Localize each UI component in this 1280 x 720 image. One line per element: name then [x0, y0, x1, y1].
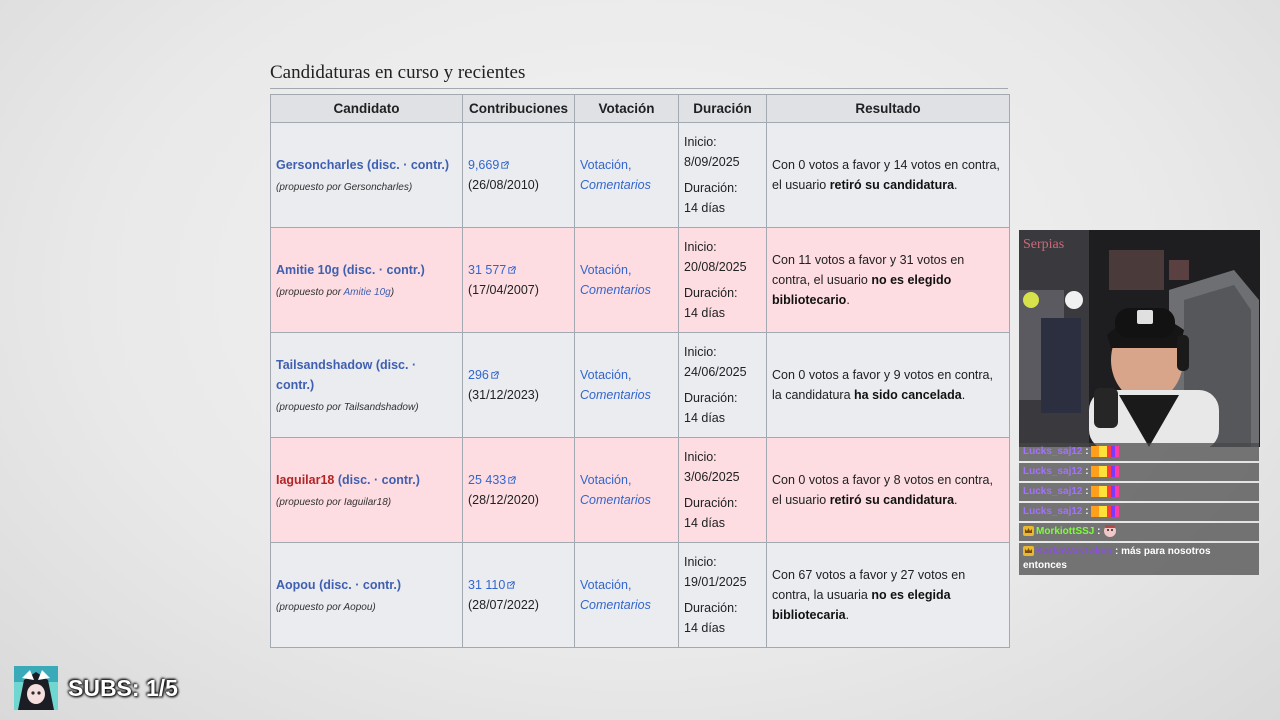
comments-link[interactable]: Comentarios: [580, 598, 651, 612]
vote-link[interactable]: Votación,: [580, 158, 632, 172]
candidate-paren: (: [367, 158, 372, 172]
header-votacion[interactable]: Votación: [575, 95, 679, 123]
candidate-link[interactable]: Iaguilar18: [276, 473, 335, 487]
separator-dot: ·: [374, 473, 379, 487]
webcam-feed: [1019, 230, 1260, 447]
crown-badge-icon: [1023, 526, 1034, 536]
result-outcome: no es elegido bibliotecario: [772, 273, 952, 307]
header-contribuciones[interactable]: Contribuciones: [463, 95, 575, 123]
proposer-name[interactable]: Gersoncharles: [343, 182, 409, 193]
result-cell: [767, 123, 1010, 228]
result-end: .: [846, 293, 850, 307]
disc-link[interactable]: disc.: [323, 578, 352, 592]
chat-sep: :: [1114, 546, 1119, 557]
proposed-by: (propuesto por Iaguilar18): [276, 497, 392, 508]
disc-link[interactable]: disc.: [342, 473, 371, 487]
section-heading: Candidaturas en curso y recientes: [270, 62, 1008, 89]
candidate-cell: [271, 438, 463, 543]
table-row: [271, 333, 1010, 438]
duration-cell: [679, 123, 767, 228]
external-link-icon: [501, 161, 509, 169]
subs-count-text: SUBS: 1/5: [68, 674, 178, 701]
contributions-cell: [463, 333, 575, 438]
proposer-name[interactable]: Tailsandshadow: [343, 402, 416, 413]
contr-link[interactable]: contr.: [362, 578, 397, 592]
proposed-prefix: propuesto por: [279, 182, 342, 193]
crown-badge-icon: [1023, 546, 1034, 556]
vote-cell: [575, 333, 679, 438]
contr-link[interactable]: contr.: [410, 158, 445, 172]
table-row: [271, 438, 1010, 543]
chat-message: [1019, 463, 1259, 481]
chat-username[interactable]: Lucks_saj12: [1023, 486, 1083, 497]
candidate-paren-close: ): [396, 578, 402, 592]
result-end: .: [954, 493, 958, 507]
candidate-paren-close: ): [420, 263, 425, 277]
vote-link[interactable]: Votación,: [580, 578, 632, 592]
candidate-cell: [271, 123, 463, 228]
external-link-icon: [507, 581, 515, 589]
chat-username[interactable]: MorkiottSSJ: [1036, 526, 1095, 537]
contributions-cell: [463, 438, 575, 543]
candidate-paren: (: [319, 578, 324, 592]
proposer-name[interactable]: Amitie 10g: [343, 287, 391, 298]
start-date: 8/09/2025: [684, 155, 740, 169]
contr-link[interactable]: contr.: [386, 263, 421, 277]
external-link-icon: [508, 266, 516, 274]
contr-link[interactable]: contr.: [381, 473, 416, 487]
table-row: [271, 228, 1010, 333]
chat-sep: :: [1085, 506, 1089, 517]
contributions-cell: [463, 543, 575, 648]
proposed-by: (propuesto por Aopou): [276, 602, 376, 613]
table-header-row: [271, 95, 1010, 123]
duration-cell: [679, 333, 767, 438]
duration-label: Duración:: [684, 601, 738, 615]
duration-label: Duración:: [684, 391, 738, 405]
proposed-prefix: propuesto por: [279, 602, 342, 613]
wall-sign: Serpias: [1023, 237, 1065, 252]
vote-link[interactable]: Votación,: [580, 263, 632, 277]
result-outcome: retiró su candidatura: [829, 178, 955, 192]
duration-value: 14 días: [684, 306, 726, 320]
subs-counter: [14, 666, 178, 710]
chat-username[interactable]: Lucks_saj12: [1023, 506, 1083, 517]
duration-label: Duración:: [684, 286, 738, 300]
start-label: Inicio:: [684, 135, 717, 149]
contributions-link[interactable]: 296: [468, 368, 489, 382]
proposed-prefix: propuesto por: [279, 287, 342, 298]
emote-icon: [1103, 525, 1117, 537]
result-end: .: [954, 178, 958, 192]
result-cell: [767, 333, 1010, 438]
subs-avatar-icon: [14, 666, 58, 710]
candidate-paren: (: [375, 358, 380, 372]
candidate-paren: (: [342, 263, 347, 277]
header-resultado[interactable]: Resultado: [767, 95, 1010, 123]
chat-message: [1019, 523, 1259, 541]
result-cell: [767, 228, 1010, 333]
emote-icon: [1091, 466, 1119, 477]
start-date: 20/08/2025: [684, 260, 747, 274]
chat-message: [1019, 543, 1259, 575]
candidate-link[interactable]: Aopou: [276, 578, 316, 592]
chat-message: [1019, 483, 1259, 501]
disc-link[interactable]: disc.: [346, 263, 376, 277]
candidate-link[interactable]: Tailsandshadow: [276, 358, 373, 372]
candidate-paren: (: [337, 473, 343, 487]
separator-dot: ·: [355, 578, 360, 592]
duration-value: 14 días: [684, 411, 726, 425]
start-date: 3/06/2025: [684, 470, 740, 484]
stream-chat: [1019, 443, 1259, 577]
emote-icon: [1091, 486, 1119, 497]
contributions-link[interactable]: 31 577: [468, 263, 507, 277]
contr-link[interactable]: contr.: [276, 378, 311, 392]
comments-link[interactable]: Comentarios: [580, 388, 651, 402]
candidate-paren-close: ): [444, 158, 450, 172]
chat-sep: :: [1085, 466, 1089, 477]
first-edit-date: (28/12/2020): [468, 493, 539, 507]
result-text: Con 0 votos a favor y 8 votos en contra, el usuario: [772, 473, 993, 507]
candidate-link[interactable]: Gersoncharles: [276, 158, 364, 172]
proposed-by: (propuesto por Amitie 10g): [276, 287, 395, 298]
table-row: [271, 123, 1010, 228]
chat-sep: :: [1097, 526, 1101, 537]
header-candidato[interactable]: Candidato: [271, 95, 463, 123]
vote-link[interactable]: Votación,: [580, 368, 632, 382]
separator-dot: ·: [411, 358, 417, 372]
duration-value: 14 días: [684, 201, 726, 215]
contributions-link[interactable]: 31 110: [468, 578, 506, 592]
duration-label: Duración:: [684, 181, 738, 195]
duration-cell: [679, 543, 767, 648]
webcam-overlay: [1019, 230, 1260, 447]
vote-cell: [575, 543, 679, 648]
disc-link[interactable]: disc.: [371, 158, 400, 172]
comments-link[interactable]: Comentarios: [580, 178, 651, 192]
start-label: Inicio:: [684, 240, 717, 254]
vote-cell: [575, 438, 679, 543]
candidate-cell: [271, 543, 463, 648]
chat-username[interactable]: Lucks_saj12: [1023, 466, 1083, 477]
result-text: Con 0 votos a favor y 9 votos en contra, la candidatura: [772, 368, 993, 402]
contributions-cell: [463, 123, 575, 228]
start-label: Inicio:: [684, 555, 717, 569]
proposed-by: (propuesto por Tailsandshadow): [276, 402, 419, 413]
chat-username[interactable]: Lucks_saj12: [1023, 446, 1083, 457]
chat-username[interactable]: KarkaWasTaken: [1036, 546, 1113, 557]
duration-cell: [679, 438, 767, 543]
first-edit-date: (28/07/2022): [468, 598, 539, 612]
result-outcome: retiró su candidatura: [829, 493, 955, 507]
proposer-name[interactable]: Iaguilar18: [343, 497, 388, 508]
chat-message: [1019, 443, 1259, 461]
result-text: Con 0 votos a favor y 14 votos en contra, el usuario: [772, 158, 1000, 192]
first-edit-date: (17/04/2007): [468, 283, 539, 297]
contributions-link[interactable]: 9,669: [468, 158, 500, 172]
contributions-link[interactable]: 25 433: [468, 473, 507, 487]
disc-link[interactable]: disc.: [379, 358, 409, 372]
proposer-name[interactable]: Aopou: [343, 602, 373, 613]
chat-message: [1019, 503, 1259, 521]
candidate-paren-close: ): [415, 473, 420, 487]
external-link-icon: [491, 371, 499, 379]
duration-cell: [679, 228, 767, 333]
emote-icon: [1091, 506, 1119, 517]
chat-sep: :: [1085, 446, 1089, 457]
start-label: Inicio:: [684, 345, 717, 359]
vote-cell: [575, 123, 679, 228]
proposed-prefix: propuesto por: [279, 497, 342, 508]
separator-dot: ·: [403, 158, 408, 172]
chat-sep: :: [1085, 486, 1089, 497]
external-link-icon: [508, 476, 516, 484]
comments-link[interactable]: Comentarios: [580, 493, 651, 507]
comments-link[interactable]: Comentarios: [580, 283, 651, 297]
result-end: .: [845, 608, 850, 622]
candidate-cell: [271, 333, 463, 438]
result-cell: [767, 438, 1010, 543]
candidate-paren-close: ): [310, 378, 315, 392]
emote-icon: [1091, 446, 1119, 457]
duration-label: Duración:: [684, 496, 738, 510]
first-edit-date: (26/08/2010): [468, 178, 539, 192]
proposed-by: (propuesto por Gersoncharles): [276, 182, 413, 193]
start-date: 19/01/2025: [684, 575, 747, 589]
start-label: Inicio:: [684, 450, 717, 464]
result-outcome: no es elegida bibliotecaria: [772, 588, 951, 622]
candidate-cell: [271, 228, 463, 333]
duration-value: 14 días: [684, 621, 726, 635]
result-end: .: [961, 388, 966, 402]
duration-value: 14 días: [684, 516, 726, 530]
vote-cell: [575, 228, 679, 333]
vote-link[interactable]: Votación,: [580, 473, 632, 487]
first-edit-date: (31/12/2023): [468, 388, 539, 402]
result-cell: [767, 543, 1010, 648]
header-duracion[interactable]: Duración: [679, 95, 767, 123]
chat-text: más para nosotros entonces: [1023, 546, 1211, 571]
separator-dot: ·: [378, 263, 384, 277]
candidates-table: [270, 94, 1010, 648]
contributions-cell: [463, 228, 575, 333]
table-row: [271, 543, 1010, 648]
result-text: Con 67 votos a favor y 27 votos en contra, la usuaria: [772, 568, 966, 602]
start-date: 24/06/2025: [684, 365, 747, 379]
result-outcome: ha sido cancelada: [854, 388, 962, 402]
proposed-prefix: propuesto por: [279, 402, 342, 413]
result-text: Con 11 votos a favor y 31 votos en contra, el usuario: [772, 253, 965, 287]
candidate-link[interactable]: Amitie 10g: [276, 263, 340, 277]
